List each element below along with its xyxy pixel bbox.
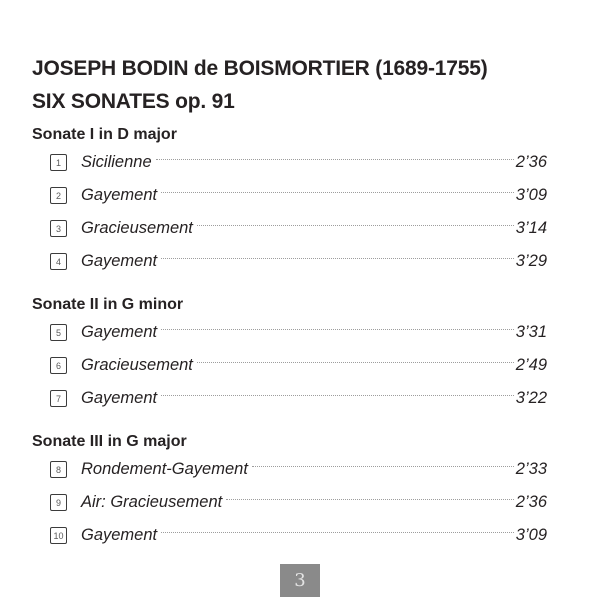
track-row — [32, 486, 547, 519]
composer-title: JOSEPH BODIN de BOISMORTIER (1689-1755) — [32, 57, 488, 80]
track-number-box: 8 — [50, 461, 67, 478]
section-sonate-1 — [32, 124, 547, 278]
dot-leader — [161, 258, 514, 259]
track-duration: 3’09 — [515, 186, 547, 204]
track-number-box: 6 — [50, 357, 67, 374]
page-number: 3 — [294, 570, 306, 591]
dot-leader — [156, 159, 514, 160]
track-list — [32, 316, 547, 415]
dot-leader — [161, 192, 514, 193]
track-row — [32, 316, 547, 349]
dot-leader — [226, 499, 514, 500]
track-title: Rondement-Gayement — [81, 460, 248, 478]
track-number-box: 9 — [50, 494, 67, 511]
track-row — [32, 453, 547, 486]
dot-leader — [197, 225, 514, 226]
track-title: Gracieusement — [81, 219, 193, 237]
dot-leader — [161, 532, 514, 533]
track-row — [32, 349, 547, 382]
track-duration: 2’49 — [515, 356, 547, 374]
track-duration: 2’33 — [515, 460, 547, 478]
track-row — [32, 146, 547, 179]
track-number-box: 4 — [50, 253, 67, 270]
track-duration: 3’31 — [515, 323, 547, 341]
track-duration: 2’36 — [515, 493, 547, 511]
work-subtitle: SIX SONATES op. 91 — [32, 90, 235, 113]
track-duration: 3’09 — [515, 526, 547, 544]
section-heading: Sonate II in G minor — [32, 296, 184, 313]
section-sonate-2 — [32, 294, 547, 415]
section-heading: Sonate III in G major — [32, 433, 187, 450]
album-header — [32, 52, 547, 118]
track-title: Air: Gracieusement — [81, 493, 223, 511]
track-number-box: 10 — [50, 527, 67, 544]
track-title: Gayement — [81, 526, 158, 544]
track-list — [32, 453, 547, 552]
page-number-box — [280, 564, 320, 597]
dot-leader — [252, 466, 514, 467]
dot-leader — [197, 362, 514, 363]
track-duration: 2’36 — [515, 153, 547, 171]
section-heading: Sonate I in D major — [32, 126, 177, 143]
section-sonate-3 — [32, 431, 547, 552]
track-title: Gracieusement — [81, 356, 193, 374]
track-row — [32, 382, 547, 415]
track-row — [32, 245, 547, 278]
track-row — [32, 179, 547, 212]
track-duration: 3’29 — [515, 252, 547, 270]
dot-leader — [161, 329, 514, 330]
track-number-box: 1 — [50, 154, 67, 171]
track-list — [32, 146, 547, 278]
track-number-box: 2 — [50, 187, 67, 204]
track-number-box: 7 — [50, 390, 67, 407]
track-title: Sicilienne — [81, 153, 152, 171]
track-row — [32, 519, 547, 552]
track-row — [32, 212, 547, 245]
track-title: Gayement — [81, 186, 158, 204]
track-title: Gayement — [81, 252, 158, 270]
track-title: Gayement — [81, 323, 158, 341]
track-duration: 3’14 — [515, 219, 547, 237]
track-title: Gayement — [81, 389, 158, 407]
track-number-box: 5 — [50, 324, 67, 341]
track-number-box: 3 — [50, 220, 67, 237]
dot-leader — [161, 395, 514, 396]
track-duration: 3’22 — [515, 389, 547, 407]
